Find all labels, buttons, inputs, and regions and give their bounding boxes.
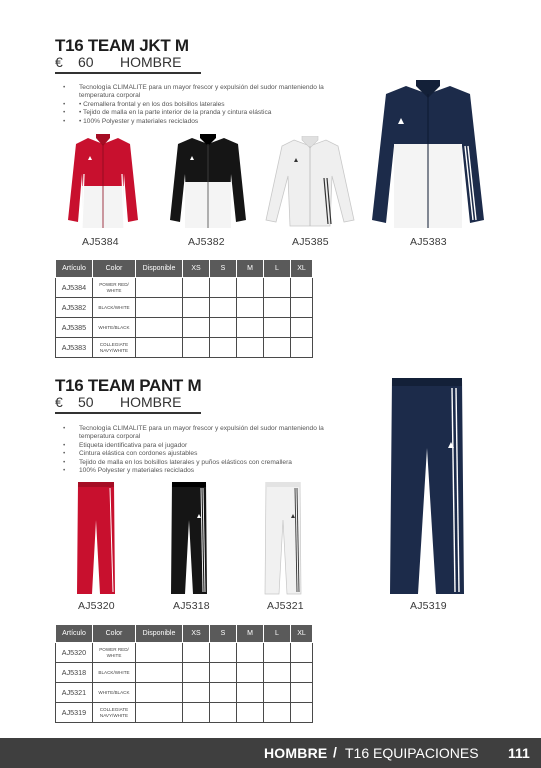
size-cell-xs xyxy=(183,703,210,723)
available-cell xyxy=(136,278,183,298)
size-cell-m xyxy=(237,278,264,298)
size-cell-m xyxy=(237,703,264,723)
jacket-feature-list xyxy=(63,84,353,126)
jacket-image-navy xyxy=(368,80,488,230)
article-cell: AJ5385 xyxy=(56,318,93,338)
product-code-label: AJ5384 xyxy=(82,236,119,248)
column-header: XL xyxy=(291,625,313,643)
product-code-label: AJ5320 xyxy=(78,600,115,612)
jacket-title: T16 TEAM JKT M xyxy=(55,36,189,55)
size-cell-l xyxy=(264,683,291,703)
column-header: S xyxy=(210,260,237,278)
color-cell: POWER RED/ WHITE xyxy=(93,643,136,663)
color-cell: COLLEGIATE NAVY/WHITE xyxy=(93,338,136,358)
size-cell-l xyxy=(264,298,291,318)
table-row xyxy=(56,663,313,683)
pants-feature-list xyxy=(63,425,353,475)
size-cell-l xyxy=(264,703,291,723)
available-cell xyxy=(136,703,183,723)
size-cell-xs xyxy=(183,683,210,703)
table-row xyxy=(56,643,313,663)
jacket-feature: • • Cremallera frontal y en los dos bolsillos laterales xyxy=(63,101,353,109)
jacket-spec-table xyxy=(55,259,313,358)
size-cell-l xyxy=(264,318,291,338)
column-header: Disponible xyxy=(136,625,183,643)
size-cell-xl xyxy=(291,683,313,703)
jacket-title-rule xyxy=(55,72,201,74)
pants-price-line xyxy=(55,394,181,410)
pants-image-navy xyxy=(388,378,466,598)
size-cell-l xyxy=(264,643,291,663)
jacket-price: 60 xyxy=(78,54,94,70)
pants-image-white xyxy=(264,482,302,596)
product-code-label: AJ5319 xyxy=(410,600,447,612)
size-cell-xl xyxy=(291,703,313,723)
size-cell-xl xyxy=(291,298,313,318)
available-cell xyxy=(136,318,183,338)
product-code-label: AJ5318 xyxy=(173,600,210,612)
size-cell-xl xyxy=(291,643,313,663)
size-cell-xl xyxy=(291,278,313,298)
column-header: L xyxy=(264,260,291,278)
column-header: Color xyxy=(93,625,136,643)
jacket-image-red xyxy=(66,134,140,230)
size-cell-s xyxy=(210,683,237,703)
column-header: XS xyxy=(183,260,210,278)
available-cell xyxy=(136,338,183,358)
size-cell-m xyxy=(237,298,264,318)
jacket-feature: • • 100% Polyester y materiales reciclados xyxy=(63,118,353,126)
article-cell: AJ5319 xyxy=(56,703,93,723)
table-row xyxy=(56,278,313,298)
column-header: Artículo xyxy=(56,260,93,278)
article-cell: AJ5384 xyxy=(56,278,93,298)
footer-separator: / xyxy=(333,744,337,760)
size-cell-m xyxy=(237,318,264,338)
pants-spec-table xyxy=(55,624,313,723)
article-cell: AJ5320 xyxy=(56,643,93,663)
pants-title: T16 TEAM PANT M xyxy=(55,376,202,395)
size-cell-s xyxy=(210,318,237,338)
pants-image-black xyxy=(170,482,208,596)
page-number: 111 xyxy=(508,745,530,761)
article-cell: AJ5321 xyxy=(56,683,93,703)
size-cell-s xyxy=(210,663,237,683)
size-cell-s xyxy=(210,298,237,318)
table-row xyxy=(56,338,313,358)
table-row xyxy=(56,703,313,723)
pants-title-rule xyxy=(55,412,201,414)
footer-category: HOMBRE xyxy=(264,745,328,761)
pants-feature: • Tejido de malla en los bolsillos laterales y puños elásticos con cremallera xyxy=(63,459,353,467)
table-row xyxy=(56,683,313,703)
color-cell: WHITE/BLACK xyxy=(93,683,136,703)
color-cell: BLACK/WHITE xyxy=(93,298,136,318)
pants-feature: • Etiqueta identificativa para el jugador xyxy=(63,442,353,450)
size-cell-m xyxy=(237,338,264,358)
size-cell-xs xyxy=(183,643,210,663)
footer-subtitle: T16 EQUIPACIONES xyxy=(345,745,479,761)
size-cell-m xyxy=(237,643,264,663)
color-cell: WHITE/BLACK xyxy=(93,318,136,338)
table-row xyxy=(56,318,313,338)
available-cell xyxy=(136,298,183,318)
size-cell-xl xyxy=(291,318,313,338)
column-header: M xyxy=(237,625,264,643)
article-cell: AJ5382 xyxy=(56,298,93,318)
jacket-price-line xyxy=(55,54,181,70)
column-header: XS xyxy=(183,625,210,643)
available-cell xyxy=(136,683,183,703)
size-cell-s xyxy=(210,643,237,663)
pants-feature: • Tecnología CLIMALITE para un mayor frescor y expulsión del sudor manteniendo la temperatura corporal xyxy=(63,425,353,442)
jacket-image-black xyxy=(168,134,248,230)
size-cell-xl xyxy=(291,338,313,358)
size-cell-xs xyxy=(183,318,210,338)
color-cell: POWER RED/ WHITE xyxy=(93,278,136,298)
pants-image-red xyxy=(76,482,116,596)
table-header-row xyxy=(56,260,313,278)
pants-price: 50 xyxy=(78,394,94,410)
jacket-feature: • Tecnología CLIMALITE para un mayor frescor y expulsión del sudor manteniendo la temperatura corporal xyxy=(63,84,353,101)
table-header-row xyxy=(56,625,313,643)
product-code-label: AJ5383 xyxy=(410,236,447,248)
column-header: S xyxy=(210,625,237,643)
color-cell: BLACK/WHITE xyxy=(93,663,136,683)
available-cell xyxy=(136,663,183,683)
size-cell-xs xyxy=(183,298,210,318)
column-header: Artículo xyxy=(56,625,93,643)
pants-currency: € xyxy=(55,394,63,410)
product-code-label: AJ5382 xyxy=(188,236,225,248)
pants-feature: • 100% Polyester y materiales reciclados xyxy=(63,467,353,475)
size-cell-xs xyxy=(183,338,210,358)
size-cell-l xyxy=(264,338,291,358)
column-header: L xyxy=(264,625,291,643)
size-cell-xl xyxy=(291,663,313,683)
color-cell: COLLEGIATE NAVY/WHITE xyxy=(93,703,136,723)
product-code-label: AJ5385 xyxy=(292,236,329,248)
size-cell-l xyxy=(264,278,291,298)
size-cell-s xyxy=(210,703,237,723)
article-cell: AJ5318 xyxy=(56,663,93,683)
column-header: Disponible xyxy=(136,260,183,278)
jacket-currency: € xyxy=(55,54,63,70)
column-header: XL xyxy=(291,260,313,278)
jacket-gender: HOMBRE xyxy=(120,54,182,70)
size-cell-xs xyxy=(183,278,210,298)
product-code-label: AJ5321 xyxy=(267,600,304,612)
size-cell-l xyxy=(264,663,291,683)
column-header: M xyxy=(237,260,264,278)
page-footer xyxy=(0,738,541,768)
size-cell-xs xyxy=(183,663,210,683)
pants-feature: • Cintura elástica con cordones ajustables xyxy=(63,450,353,458)
article-cell: AJ5383 xyxy=(56,338,93,358)
table-row xyxy=(56,298,313,318)
size-cell-s xyxy=(210,278,237,298)
size-cell-m xyxy=(237,683,264,703)
available-cell xyxy=(136,643,183,663)
column-header: Color xyxy=(93,260,136,278)
size-cell-m xyxy=(237,663,264,683)
pants-gender: HOMBRE xyxy=(120,394,182,410)
jacket-feature: • • Tejido de malla en la parte interior de la pranda y cintura elástica xyxy=(63,109,353,117)
jacket-image-white xyxy=(264,136,356,228)
size-cell-s xyxy=(210,338,237,358)
